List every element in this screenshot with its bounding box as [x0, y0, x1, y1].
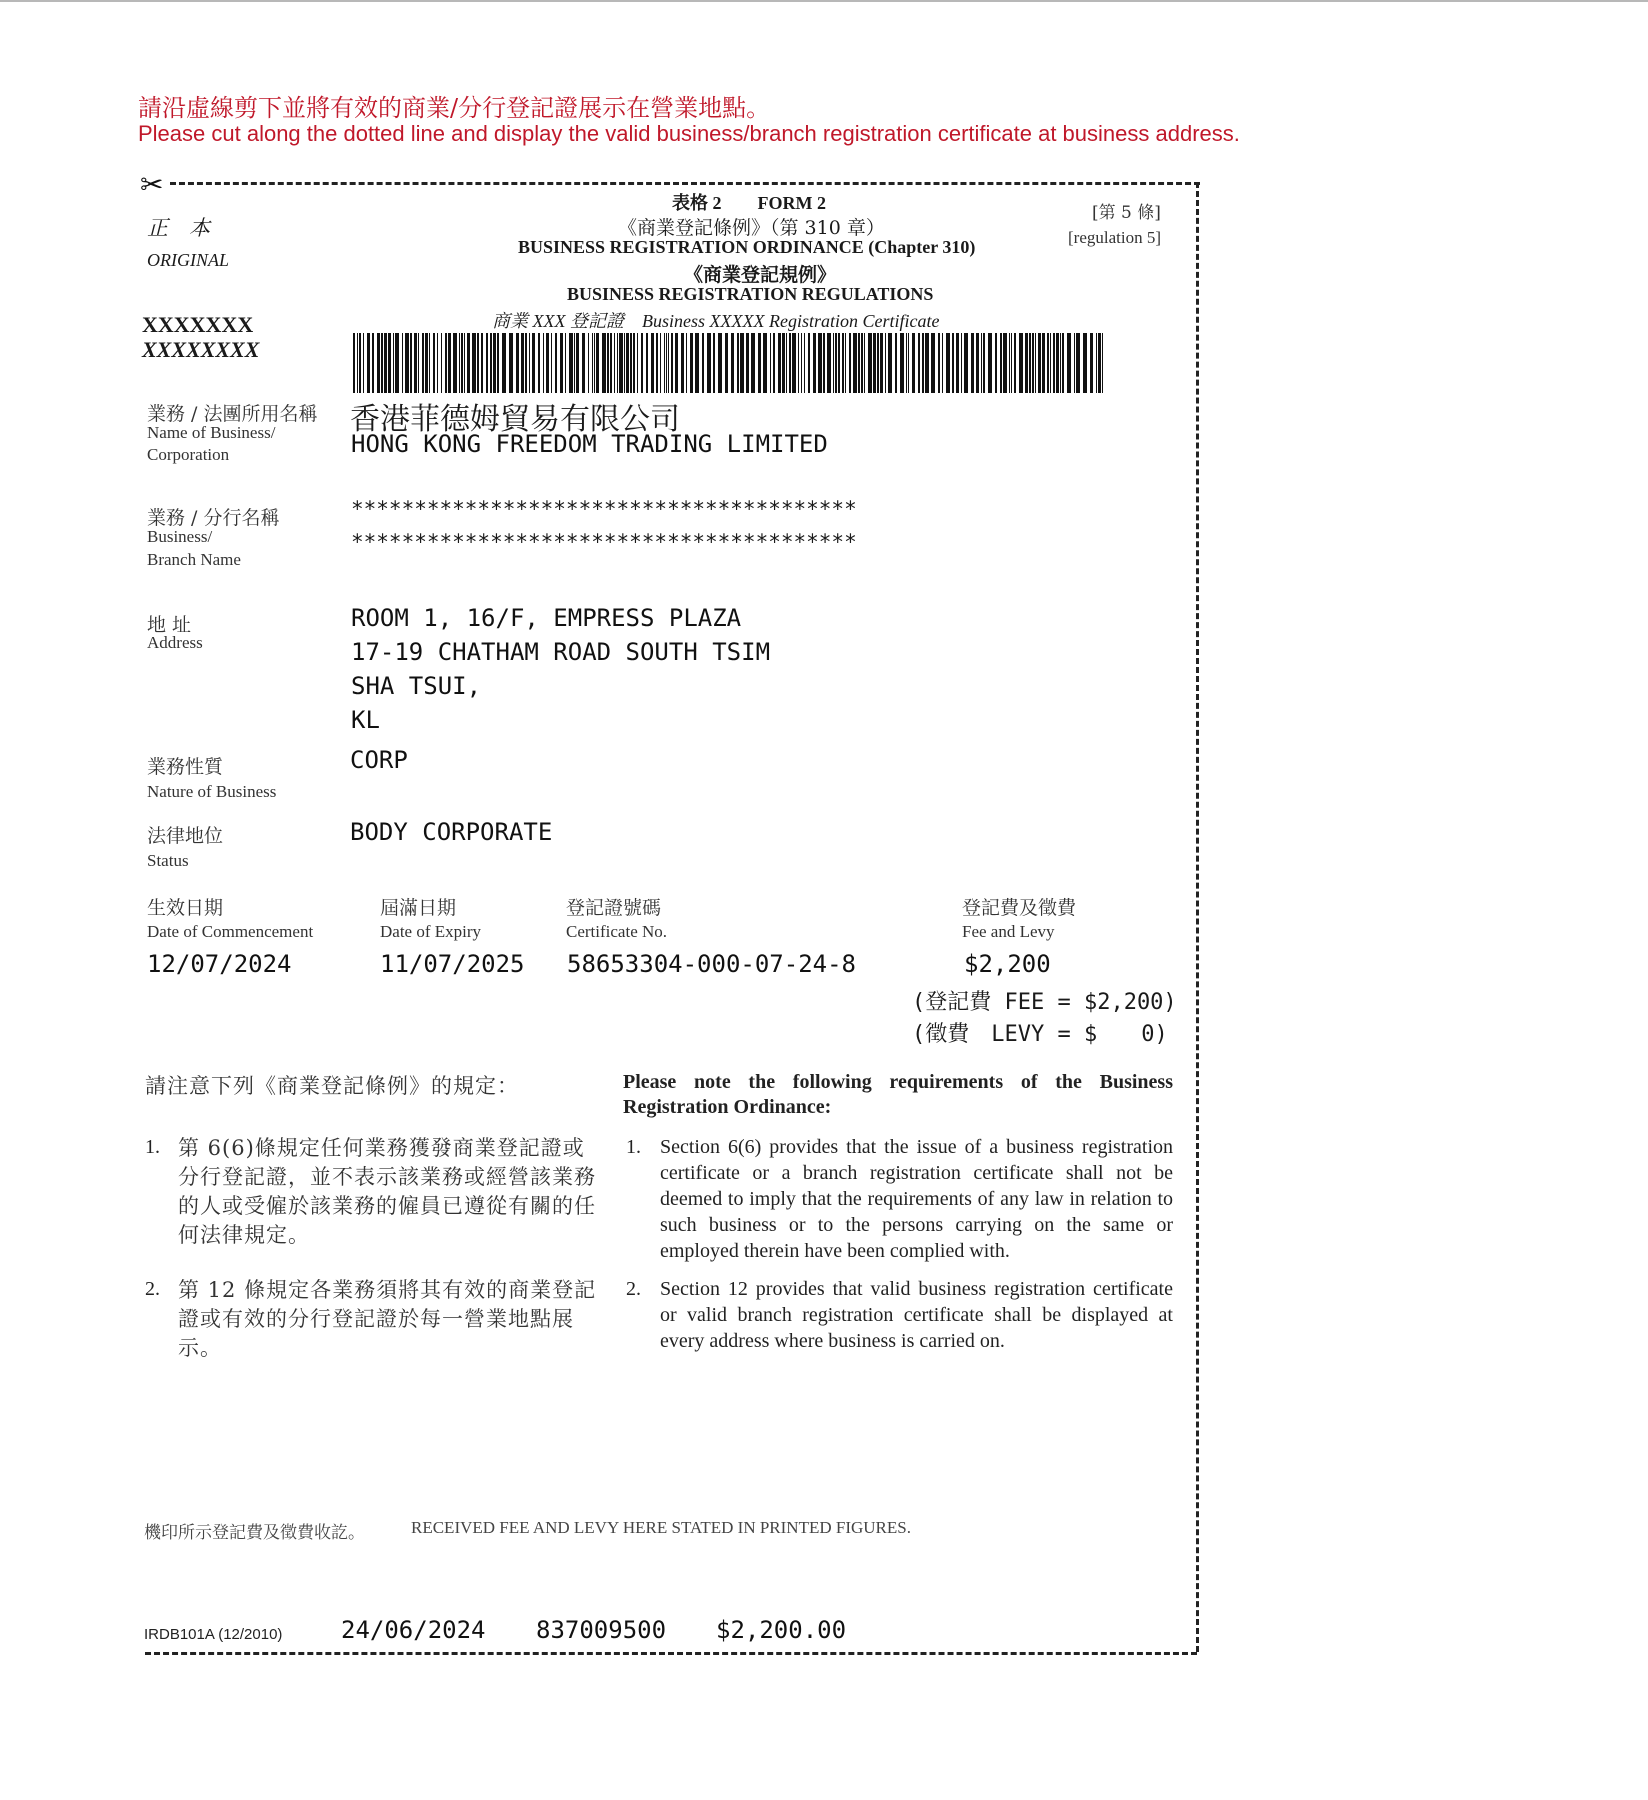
- barcode-bar: [388, 333, 391, 393]
- barcode-bar: [861, 333, 863, 393]
- barcode-bar: [448, 333, 451, 393]
- barcode-bar: [464, 333, 465, 393]
- barcode-bar: [964, 333, 968, 393]
- fee-line: (登記費 FEE = $2,200): [912, 990, 1177, 1015]
- expiry-value: 11/07/2025: [380, 950, 525, 978]
- nature-value: CORP: [350, 746, 408, 774]
- barcode-bar: [509, 333, 513, 393]
- barcode-bar: [592, 333, 593, 393]
- barcode-bar: [486, 333, 488, 393]
- barcode-bar: [983, 333, 985, 393]
- barcode-bar: [1038, 333, 1041, 393]
- receipt-date: 24/06/2024: [341, 1616, 486, 1644]
- barcode-bar: [656, 333, 658, 393]
- barcode-bar: [885, 333, 886, 393]
- barcode-bar: [751, 333, 755, 393]
- cut-line-right: [1196, 182, 1199, 1652]
- barcode-bar: [763, 333, 767, 393]
- barcode-bar: [1019, 333, 1023, 393]
- barcode-bar: [596, 333, 599, 393]
- barcode-bar: [502, 333, 506, 393]
- barcode-bar: [690, 333, 693, 393]
- barcode-bar: [789, 333, 791, 393]
- barcode-bar: [1032, 333, 1034, 393]
- barcode-bar: [353, 333, 355, 393]
- barcode-bar: [1062, 333, 1064, 393]
- barcode-bar: [405, 333, 409, 393]
- barcode-bar: [666, 333, 667, 393]
- branch-label-zh: 業務 / 分行名稱: [147, 507, 280, 529]
- barcode-bar: [804, 333, 805, 393]
- expiry-label-en: Date of Expiry: [380, 922, 482, 941]
- barcode-bar: [607, 333, 609, 393]
- ordinance-zh: 《商業登記條例》（第 310 章）: [618, 217, 885, 239]
- original-en: ORIGINAL: [147, 250, 229, 270]
- notes-heading-zh: 請注意下列《商業登記條例》的規定：: [145, 1074, 519, 1098]
- barcode-bar: [610, 333, 612, 393]
- barcode-bar: [792, 333, 796, 393]
- barcode-bar: [671, 333, 673, 393]
- barcode-bar: [493, 333, 496, 393]
- barcode-bar: [651, 333, 654, 393]
- barcode-bar: [560, 333, 563, 393]
- barcode-bar: [1090, 333, 1093, 393]
- address-line-2: 17-19 CHATHAM ROAD SOUTH TSIM: [351, 638, 771, 666]
- barcode-bar: [813, 333, 816, 393]
- status-label-zh: 法律地位: [147, 825, 224, 847]
- barcode-bar: [1076, 333, 1080, 393]
- barcode-bar: [565, 333, 566, 393]
- barcode-bar: [773, 333, 775, 393]
- barcode-bar: [641, 333, 643, 393]
- commencement-label-en: Date of Commencement: [147, 922, 314, 941]
- barcode-bar: [425, 333, 428, 393]
- barcode-bar: [660, 333, 661, 393]
- note-1-en: Section 6(6) provides that the issue of a business registration certificate or a branch registration certificate shall not be deemed to imply that the requirements of any law in relation to such business or to the persons carrying on the same or employed therein have been complied with.: [660, 1136, 1173, 1262]
- barcode-bar: [827, 333, 831, 393]
- regulation-zh: [第 5 條]: [1092, 203, 1161, 223]
- barcode-bar: [543, 333, 544, 393]
- barcode-bar: [395, 333, 399, 393]
- barcode-bar: [529, 333, 530, 393]
- barcode-bar: [538, 333, 540, 393]
- note-2-number-en: 2.: [626, 1278, 641, 1300]
- barcode-bar: [1074, 333, 1075, 393]
- barcode-bar: [995, 333, 997, 393]
- barcode-bar: [835, 333, 837, 393]
- barcode-bar: [490, 333, 492, 393]
- barcode-bar: [1029, 333, 1031, 393]
- barcode-bar: [918, 333, 920, 393]
- regulations-en: BUSINESS REGISTRATION REGULATIONS: [567, 284, 934, 304]
- barcode-bar: [1042, 333, 1045, 393]
- certificate-no-label-zh: 登記證號碼: [566, 897, 662, 919]
- barcode-bar: [576, 333, 579, 393]
- barcode-bar: [946, 333, 950, 393]
- barcode-bar: [574, 333, 575, 393]
- note-2-en: Section 12 provides that valid business registration certificate or valid branch registration certificate shall be displayed at every address where business is carried on.: [660, 1278, 1173, 1352]
- barcode-bar: [868, 333, 872, 393]
- barcode-bar: [818, 333, 822, 393]
- barcode-bar: [838, 333, 840, 393]
- form-code: IRDB101A (12/2010): [144, 1626, 283, 1643]
- barcode-bar: [849, 333, 851, 393]
- receipt-amount: $2,200.00: [716, 1616, 847, 1644]
- barcode-bar: [1060, 333, 1061, 393]
- barcode-bar: [521, 333, 524, 393]
- barcode-bar: [445, 333, 447, 393]
- fee-label-en: Fee and Levy: [962, 922, 1055, 941]
- barcode-bar: [516, 333, 519, 393]
- barcode-bar: [895, 333, 897, 393]
- barcode-bar: [546, 333, 549, 393]
- barcode-bar: [381, 333, 383, 393]
- receipt-text-en: RECEIVED FEE AND LEVY HERE STATED IN PRINTED FIGURES.: [411, 1518, 911, 1537]
- barcode-bar: [582, 333, 585, 393]
- barcode-bar: [976, 333, 979, 393]
- barcode-bar: [988, 333, 992, 393]
- branch-label-en-2: Branch Name: [147, 550, 241, 569]
- barcode-bar: [617, 333, 618, 393]
- receipt-text-zh: 機印所示登記費及徵費收訖。: [144, 1523, 365, 1543]
- barcode-bar: [707, 333, 711, 393]
- commencement-label-zh: 生效日期: [147, 897, 224, 919]
- barcode-bar: [823, 333, 825, 393]
- barcode-bar: [746, 333, 749, 393]
- instruction-en: Please cut along the dotted line and display the valid business/branch registration certificate at business address.: [138, 121, 1240, 146]
- address-line-3: SHA TSUI,: [351, 672, 482, 700]
- barcode-bar: [646, 333, 648, 393]
- barcode-bar: [363, 333, 364, 393]
- barcode-bar: [477, 333, 479, 393]
- barcode-bar: [786, 333, 787, 393]
- barcode-bar: [630, 333, 632, 393]
- barcode-bar: [912, 333, 915, 393]
- address-line-1: ROOM 1, 16/F, EMPRESS PLAZA: [351, 604, 742, 632]
- barcode-bar: [429, 333, 430, 393]
- barcode-bar: [731, 333, 734, 393]
- barcode-bar: [858, 333, 860, 393]
- commencement-value: 12/07/2024: [147, 950, 292, 978]
- barcode-bar: [555, 333, 557, 393]
- barcode-bar: [532, 333, 535, 393]
- barcode-bar: [525, 333, 527, 393]
- name-label-zh: 業務 / 法團所用名稱: [147, 403, 318, 425]
- barcode-bar: [808, 333, 810, 393]
- barcode-bar: [981, 333, 982, 393]
- barcode-bar: [880, 333, 883, 393]
- barcode-bar: [758, 333, 761, 393]
- scissors-icon: ✂: [140, 168, 164, 201]
- note-1-number-en: 1.: [626, 1136, 641, 1158]
- status-value: BODY CORPORATE: [350, 818, 553, 846]
- note-1-zh: 第 6(6)條規定任何業務獲發商業登記證或分行登記證，並不表示該業務或經營該業務的人或受僱於該業務的僱員已遵從有關的任何法律規定。: [178, 1136, 596, 1247]
- barcode-bar: [900, 333, 904, 393]
- address-label-en: Address: [147, 633, 203, 652]
- ordinance-en: BUSINESS REGISTRATION ORDINANCE (Chapter 310): [518, 237, 976, 257]
- note-2-zh: 第 12 條規定各業務須將其有效的商業登記證或有效的分行登記證於每一營業地點展示。: [178, 1278, 597, 1360]
- barcode-bar: [906, 333, 907, 393]
- barcode-bar: [569, 333, 573, 393]
- barcode-bar: [418, 333, 419, 393]
- barcode-bar: [1053, 333, 1055, 393]
- barcode-bar: [437, 333, 438, 393]
- barcode-bar: [864, 333, 865, 393]
- barcode-bar: [718, 333, 722, 393]
- barcode-bar: [801, 333, 802, 393]
- name-label-en-2: Corporation: [147, 445, 230, 464]
- barcode-bar: [873, 333, 876, 393]
- barcode-bar: [472, 333, 476, 393]
- barcode-bar: [668, 333, 669, 393]
- barcode-bar: [1056, 333, 1059, 393]
- barcode-bar: [695, 333, 699, 393]
- barcode-bar: [842, 333, 844, 393]
- barcode-bar: [357, 333, 358, 393]
- form-label: 表格 2 FORM 2: [672, 193, 826, 213]
- barcode-bar: [877, 333, 879, 393]
- receipt-number: 837009500: [536, 1616, 667, 1644]
- barcode-bar: [453, 333, 457, 393]
- barcode-bar: [778, 333, 781, 393]
- branch-label-en-1: Business/: [147, 527, 213, 546]
- nature-label-zh: 業務性質: [147, 756, 224, 778]
- note-2-number-zh: 2.: [145, 1278, 160, 1300]
- barcode-bar: [1011, 333, 1012, 393]
- barcode: [353, 333, 1103, 393]
- status-label-en: Status: [147, 851, 189, 870]
- barcode-bar: [637, 333, 638, 393]
- levy-line: (徵費 LEVY = $ 0): [912, 1022, 1168, 1047]
- expiry-label-zh: 屆滿日期: [380, 897, 457, 919]
- barcode-bar: [931, 333, 935, 393]
- barcode-bar: [925, 333, 929, 393]
- barcode-bar: [908, 333, 909, 393]
- regulation-en: [regulation 5]: [1068, 228, 1161, 247]
- name-label-en-1: Name of Business/: [147, 423, 276, 442]
- barcode-bar: [675, 333, 678, 393]
- barcode-bar: [1102, 333, 1103, 393]
- barcode-bar: [1098, 333, 1101, 393]
- barcode-bar: [393, 333, 394, 393]
- barcode-bar: [1047, 333, 1049, 393]
- barcode-bar: [853, 333, 857, 393]
- cut-line-top: [170, 182, 1200, 185]
- barcode-bar: [422, 333, 424, 393]
- barcode-bar: [602, 333, 606, 393]
- cut-line-bottom: [145, 1652, 1197, 1655]
- barcode-bar: [1014, 333, 1016, 393]
- barcode-bar: [359, 333, 361, 393]
- barcode-bar: [938, 333, 940, 393]
- business-name-en: HONG KONG FREEDOM TRADING LIMITED: [351, 430, 828, 458]
- barcode-bar: [1000, 333, 1002, 393]
- barcode-bar: [633, 333, 635, 393]
- instruction-zh: 請沿虛線剪下並將有效的商業/分行登記證展示在營業地點。: [138, 94, 771, 122]
- barcode-bar: [433, 333, 435, 393]
- fee-label-zh: 登記費及徵費: [962, 897, 1077, 919]
- barcode-bar: [594, 333, 595, 393]
- nature-label-en: Nature of Business: [147, 782, 277, 801]
- barcode-bar: [377, 333, 380, 393]
- barcode-bar: [467, 333, 470, 393]
- barcode-bar: [626, 333, 629, 393]
- barcode-bar: [614, 333, 615, 393]
- regulations-zh: 《商業登記規例》: [684, 264, 837, 286]
- barcode-bar: [1083, 333, 1087, 393]
- notes-heading-en: Please note the following requirements of the Business Registration Ordinance:: [623, 1071, 1173, 1118]
- barcode-bar: [681, 333, 684, 393]
- certificate-no-value: 58653304-000-07-24-8: [567, 950, 856, 978]
- note-1-number-zh: 1.: [145, 1136, 160, 1158]
- barcode-bar: [740, 333, 744, 393]
- barcode-bar: [686, 333, 687, 393]
- barcode-bar: [551, 333, 552, 393]
- barcode-bar: [702, 333, 704, 393]
- certificate-title: 商業 XXX 登記證 Business XXXXX Registration Certificate: [492, 311, 940, 331]
- barcode-bar: [624, 333, 625, 393]
- barcode-bar: [619, 333, 623, 393]
- barcode-bar: [410, 333, 412, 393]
- barcode-bar: [1003, 333, 1007, 393]
- barcode-bar: [770, 333, 771, 393]
- barcode-bar: [713, 333, 715, 393]
- barcode-bar: [1096, 333, 1097, 393]
- barcode-bar: [1067, 333, 1071, 393]
- barcode-bar: [922, 333, 924, 393]
- address-line-4: KL: [351, 706, 380, 734]
- barcode-bar: [782, 333, 785, 393]
- barcode-bar: [481, 333, 483, 393]
- barcode-bar: [1025, 333, 1028, 393]
- barcode-bar: [402, 333, 403, 393]
- address-label-zh: 地 址: [147, 614, 192, 636]
- barcode-bar: [664, 333, 665, 393]
- barcode-bar: [888, 333, 892, 393]
- barcode-bar: [461, 333, 463, 393]
- redacted-code-2: XXXXXXXX: [142, 337, 260, 362]
- barcode-bar: [459, 333, 460, 393]
- barcode-bar: [961, 333, 962, 393]
- barcode-bar: [367, 333, 370, 393]
- barcode-bar: [737, 333, 739, 393]
- barcode-bar: [414, 333, 417, 393]
- barcode-bar: [833, 333, 834, 393]
- barcode-bar: [588, 333, 589, 393]
- barcode-bar: [441, 333, 442, 393]
- barcode-bar: [1009, 333, 1010, 393]
- barcode-bar: [384, 333, 387, 393]
- scan-edge-line: [0, 0, 1648, 2]
- barcode-bar: [952, 333, 954, 393]
- barcode-bar: [1050, 333, 1051, 393]
- barcode-bar: [956, 333, 959, 393]
- barcode-bar: [798, 333, 799, 393]
- barcode-bar: [725, 333, 728, 393]
- barcode-bar: [372, 333, 374, 393]
- branch-value-2: ****************************************: [351, 530, 857, 554]
- barcode-bar: [942, 333, 943, 393]
- barcode-bar: [845, 333, 846, 393]
- business-name-zh: 香港菲德姆貿易有限公司: [350, 402, 680, 437]
- branch-value-1: ****************************************: [351, 497, 857, 521]
- barcode-bar: [497, 333, 499, 393]
- barcode-bar: [1035, 333, 1036, 393]
- barcode-bar: [971, 333, 974, 393]
- redacted-code-1: XXXXXXX: [142, 312, 254, 337]
- certificate-no-label-en: Certificate No.: [566, 922, 668, 941]
- fee-value: $2,200: [964, 950, 1051, 978]
- original-zh: 正 本: [147, 216, 210, 240]
